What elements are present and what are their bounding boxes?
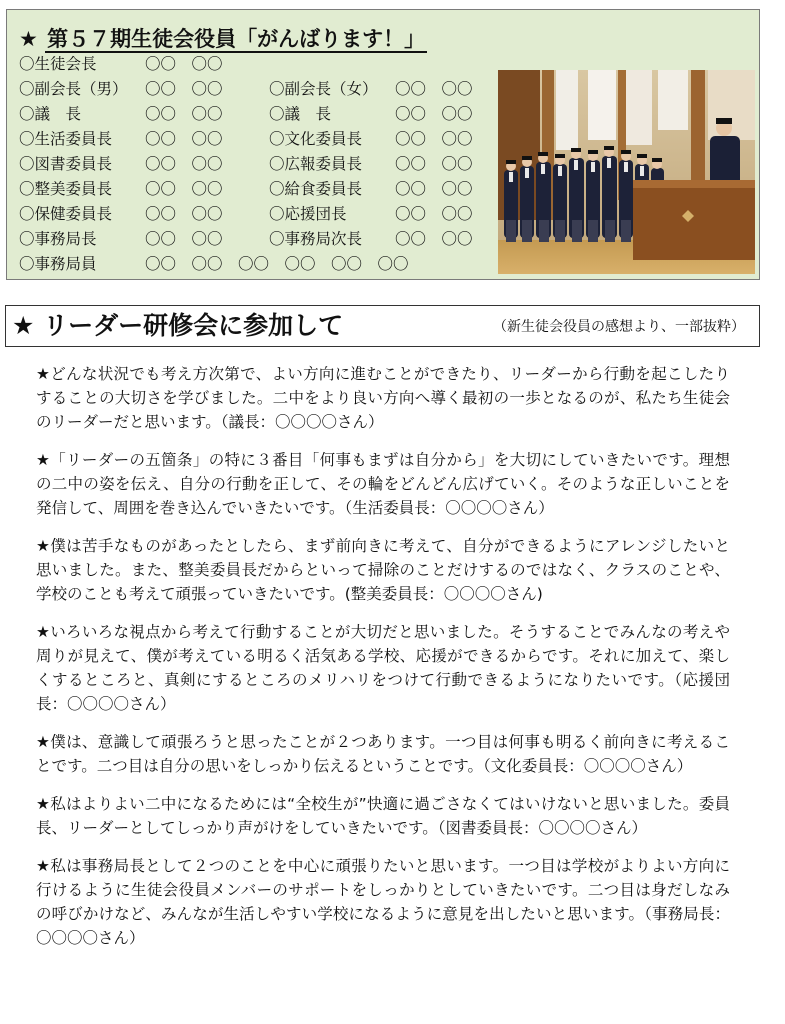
officer-row <box>19 154 223 174</box>
officer-role: 〇議 長 <box>269 105 332 123</box>
officer-row <box>19 129 223 149</box>
officer-role: 〇事務局員 <box>19 255 97 273</box>
officer-row <box>19 254 409 274</box>
photo-illustration <box>498 70 755 274</box>
officer-role: 〇文化委員長 <box>269 130 363 148</box>
officer-role: 〇給食委員長 <box>269 180 363 198</box>
comment-paragraph: ★僕は苦手なものがあったとしたら、まず前向きに考えて、自分ができるようにアレンジしたいと思いました。また、整美委員長だからといって掃除のことだけするのではなく、クラスのことや、学校のことも考えて頑張っていきたいです。(整美委員長：〇〇〇〇さん) <box>36 537 730 603</box>
title-star: ★ <box>19 27 38 51</box>
leader-training-title <box>12 311 343 341</box>
officer-role: 〇事務局次長 <box>269 230 363 248</box>
officer-names: 〇〇 〇〇 <box>145 80 223 98</box>
leader-training-title-text: リーダー研修会に参加して <box>43 311 344 340</box>
officer-names: 〇〇 〇〇 <box>395 105 473 123</box>
officer-role: 〇副会長（男） <box>19 80 128 98</box>
officer-row <box>19 204 223 224</box>
officer-names: 〇〇 〇〇 〇〇 〇〇 〇〇 〇〇 <box>145 255 409 273</box>
comments-list <box>36 362 730 964</box>
leader-training-header <box>5 305 760 347</box>
comment-paragraph: ★「リーダーの五箇条」の特に３番目「何事もまずは自分から」を大切にしていきたいです。理想の二中の姿を伝え、自分の行動を正して、その輪をどんどん広げていく。そのような正しいことを発信して、周囲を巻き込んでいきたいです。（生活委員長：〇〇〇〇さん） <box>36 451 730 517</box>
comment-paragraph: ★私は事務局長として２つのことを中心に頑張りたいと思います。一つ目は学校がよりよい方向に行けるように生徒会役員メンバーのサポートをしっかりとしていきたいです。二つ目は身だしなみの呼びかけなど、みんなが生活しやすい学校になるように意見を出したいと思います。（事務局長：〇〇〇〇さん） <box>36 857 730 947</box>
officer-role: 〇図書委員長 <box>19 155 113 173</box>
officer-role: 〇保健委員長 <box>19 205 113 223</box>
officer-names: 〇〇 〇〇 <box>145 105 223 123</box>
officer-names: 〇〇 〇〇 <box>145 55 223 73</box>
officer-row <box>19 104 223 124</box>
officer-row <box>19 179 223 199</box>
comment-paragraph: ★どんな状況でも考え方次第で、よい方向に進むことができたり、リーダーから行動を起こしたりすることの大切さを学びました。二中をより良い方向へ導く最初の一歩となるのが、私たち生徒会のリーダーだと思います。（議長：〇〇〇〇さん） <box>36 365 730 431</box>
officer-names: 〇〇 〇〇 <box>395 230 473 248</box>
officer-role: 〇事務局長 <box>19 230 97 248</box>
officer-row <box>19 54 223 74</box>
officer-names: 〇〇 〇〇 <box>145 155 223 173</box>
officers-title-text: 第５７期生徒会役員「がんばります！」 <box>47 27 426 51</box>
officers-panel <box>6 9 760 280</box>
officer-row <box>269 204 473 224</box>
officer-row <box>269 179 473 199</box>
officer-names: 〇〇 〇〇 <box>395 155 473 173</box>
officer-names: 〇〇 〇〇 <box>145 230 223 248</box>
officer-row <box>269 79 473 99</box>
officer-row <box>269 154 473 174</box>
comment-paragraph: ★私はよりよい二中になるためには“全校生が”快適に過ごさなくてはいけないと思いました。委員長、リーダーとしてしっかり声がけをしていきたいです。（図書委員長：〇〇〇〇さん） <box>36 795 730 837</box>
officer-role: 〇応援団長 <box>269 205 347 223</box>
officer-row <box>269 104 473 124</box>
officer-role: 〇議 長 <box>19 105 82 123</box>
officer-names: 〇〇 〇〇 <box>145 180 223 198</box>
officer-row <box>269 129 473 149</box>
officer-names: 〇〇 〇〇 <box>395 80 473 98</box>
officer-names: 〇〇 〇〇 <box>395 180 473 198</box>
leader-training-subtitle: （新生徒会役員の感想より、一部抜粋） <box>493 319 745 335</box>
student-council-photo <box>498 70 755 274</box>
officer-role: 〇整美委員長 <box>19 180 113 198</box>
comment-paragraph: ★僕は、意識して頑張ろうと思ったことが２つあります。一つ目は何事も明るく前向きに考えることです。二つ目は自分の思いをしっかり伝えるということです。（文化委員長：〇〇〇〇さん） <box>36 733 730 775</box>
title-star: ★ <box>12 311 35 340</box>
officer-names: 〇〇 〇〇 <box>145 130 223 148</box>
officer-role: 〇副会長（女） <box>269 80 378 98</box>
officer-role: 〇生活委員長 <box>19 130 113 148</box>
officers-title <box>19 26 427 52</box>
officer-names: 〇〇 〇〇 <box>395 130 473 148</box>
officer-names: 〇〇 〇〇 <box>145 205 223 223</box>
officer-row <box>269 229 473 249</box>
officer-role: 〇広報委員長 <box>269 155 363 173</box>
officer-row <box>19 229 223 249</box>
comment-paragraph: ★いろいろな視点から考えて行動することが大切だと思いました。そうすることでみんなの考えや周りが見えて、僕が考えている明るく活気ある学校、応援ができるからです。それに加えて、楽しくするところと、真剣にするところのメリハリをつけて行動できるようになりたいです。（応援団長：〇〇〇〇さん） <box>36 623 730 713</box>
officer-role: 〇生徒会長 <box>19 55 97 73</box>
officer-names: 〇〇 〇〇 <box>395 205 473 223</box>
officer-row <box>19 79 223 99</box>
